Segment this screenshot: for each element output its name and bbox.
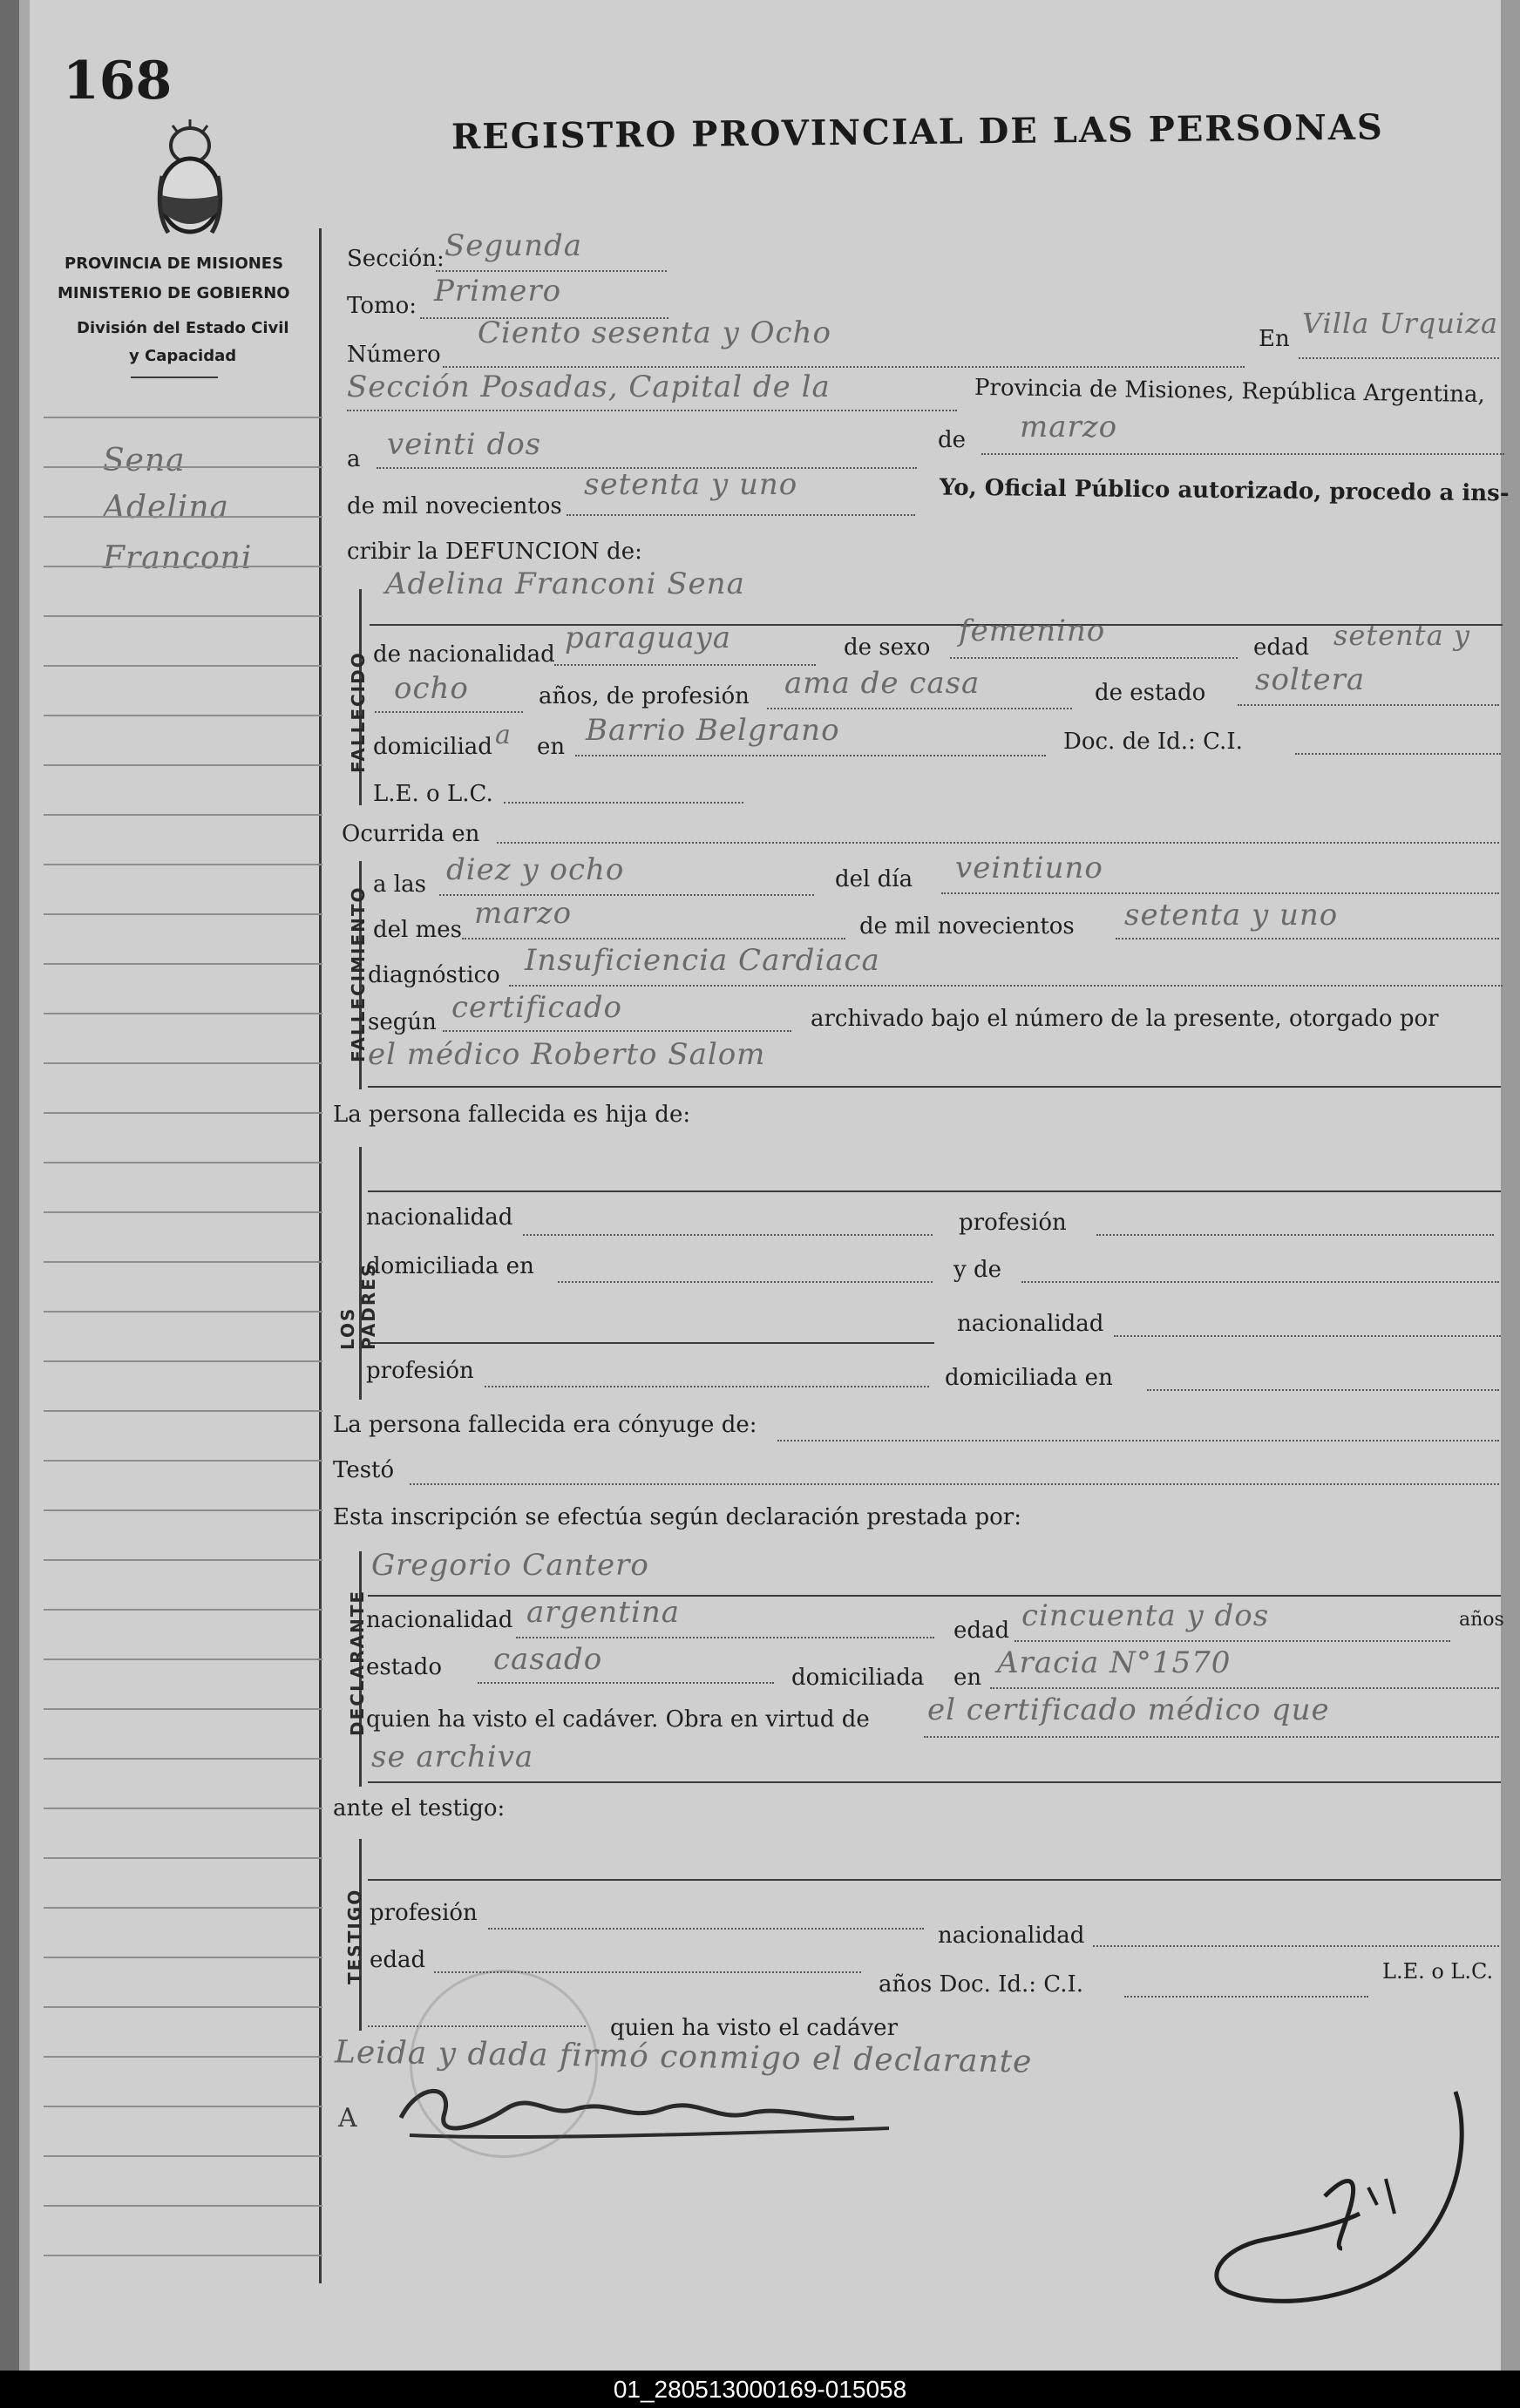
ledger-line: [44, 1957, 322, 1958]
testigo-anios-doc-label: años Doc. Id.: C.I.: [879, 1971, 1084, 1998]
seccion-label: Sección:: [347, 246, 444, 272]
madre-profesion-line: [485, 1386, 929, 1387]
edad-value-cont: ocho: [394, 671, 469, 706]
ledger-line: [44, 1658, 322, 1660]
domicilio-en: en: [537, 734, 566, 760]
y-de-line: [1021, 1281, 1499, 1283]
declarante-nacionalidad-value: argentina: [526, 1595, 681, 1630]
left-page-edge: [0, 0, 19, 2371]
ledger-line: [44, 1062, 322, 1064]
dia-value: veintiuno: [955, 851, 1103, 885]
profesion-value: ama de casa: [784, 666, 981, 701]
mes-line: [981, 453, 1504, 455]
ledger-line: [44, 913, 322, 915]
page-title: REGISTRO PROVINCIAL DE LAS PERSONAS: [451, 106, 1384, 158]
madre-name-line: [368, 1342, 934, 1344]
de-label: de: [938, 427, 967, 453]
mes-line-fall: [462, 938, 845, 939]
mes-value: marzo: [1020, 410, 1118, 444]
testo-line: [410, 1483, 1499, 1485]
edad-cont-line: [375, 711, 523, 713]
ledger-line: [44, 1013, 322, 1014]
closing-leida: Leida y dada firmó conmigo el declarante: [334, 2034, 1033, 2080]
en-line: [1299, 357, 1499, 359]
madre-profesion-label: profesión: [366, 1358, 474, 1384]
dia-line: [941, 892, 1499, 894]
anio-value-fall: setenta y uno: [1124, 898, 1339, 933]
estado-value: soltera: [1255, 662, 1366, 697]
margin-name-first: Adelina: [103, 490, 230, 526]
fallecido-name-line: [370, 624, 1503, 626]
hora-value: diez y ocho: [446, 852, 625, 887]
page-number: 168: [63, 51, 173, 112]
ledger-line: [44, 1211, 322, 1213]
testigo-profesion-label: profesión: [370, 1900, 478, 1926]
seccion2-line: [347, 410, 957, 411]
declarante-nacionalidad-label: nacionalidad: [366, 1607, 513, 1633]
doc-label: Doc. de Id.: C.I.: [1063, 729, 1243, 755]
sidebar-capacidad: y Capacidad: [129, 347, 237, 365]
padre-profesion-line: [1096, 1234, 1494, 1236]
padre-domiciliada-line: [558, 1281, 933, 1283]
mes-label: del mes: [373, 917, 462, 943]
domicilio-value: Barrio Belgrano: [586, 713, 840, 748]
madre-nacionalidad-label: nacionalidad: [957, 1311, 1104, 1337]
estado-line: [1238, 704, 1499, 706]
declarante-domiciliada-label: domiciliada: [791, 1665, 925, 1691]
ledger-line: [44, 1261, 322, 1263]
en-value: Villa Urquiza: [1302, 307, 1499, 340]
declarante-domicilio-value: Aracia N°1570: [997, 1645, 1232, 1680]
form-left-rule: [319, 228, 322, 2283]
ledger-line: [44, 1857, 322, 1859]
sidebar-underline: [131, 376, 218, 378]
ledger-line: [44, 2006, 322, 2008]
ledger-line: [44, 1708, 322, 1710]
ledger-line: [44, 1460, 322, 1462]
en-label: En: [1259, 326, 1290, 352]
segun-line: [443, 1030, 791, 1032]
edad-value: setenta y: [1333, 619, 1470, 652]
sidebar-province: PROVINCIA DE MISIONES: [64, 254, 284, 273]
testigo-nacionalidad-line: [1093, 1945, 1499, 1947]
ledger-line: [44, 715, 322, 716]
ledger-line: [44, 2255, 322, 2256]
ledger-line: [44, 1112, 322, 1114]
declarante-edad-line: [1014, 1640, 1450, 1642]
numero-value: Ciento sesenta y Ocho: [478, 315, 831, 350]
declarante-estado-line: [478, 1682, 774, 1684]
seccion-line: [436, 270, 667, 272]
declarante-section-label: DECLARANTE: [347, 1589, 368, 1736]
ledger-line: [44, 2155, 322, 2157]
profesion-line: [767, 708, 1072, 709]
sexo-value: femenino: [959, 614, 1106, 648]
anio-label-fall: de mil novecientos: [859, 913, 1075, 939]
numero-label: Número: [347, 342, 441, 368]
madre-domiciliada-line: [1147, 1389, 1499, 1391]
anio-line-fall: [1116, 938, 1499, 939]
mes-value-fall: marzo: [474, 896, 573, 931]
declarante-nacionalidad-line: [516, 1637, 934, 1638]
medico-line: [368, 1086, 1501, 1088]
ocurrida-label: Ocurrida en: [342, 821, 480, 847]
estado-label: de estado: [1095, 680, 1206, 706]
le-label: L.E. o L.C.: [373, 781, 493, 807]
testigo-le-label: L.E. o L.C.: [1382, 1959, 1494, 1984]
doc-line: [1295, 753, 1501, 755]
ledger-line: [44, 1808, 322, 1809]
padre-domiciliada-label: domiciliada en: [366, 1253, 534, 1279]
anios-label: años, de profesión: [539, 683, 750, 709]
ledger-line: [44, 1907, 322, 1909]
ledger-line: [44, 1559, 322, 1561]
ledger-line: [44, 516, 322, 518]
sidebar-ministry: MINISTERIO DE GOBIERNO: [58, 284, 290, 302]
inscripcion-text: Esta inscripción se efectúa según declaración prestada por:: [333, 1504, 1021, 1530]
anio-value: setenta y uno: [584, 467, 798, 502]
ledger-line: [44, 2106, 322, 2107]
a-value: veinti dos: [387, 427, 542, 462]
testigo-nacionalidad-label: nacionalidad: [938, 1923, 1085, 1949]
nacionalidad-line: [554, 664, 816, 666]
testigo-section-label: TESTIGO: [344, 1888, 365, 1984]
diagnostico-value: Insuficiencia Cardiaca: [525, 943, 880, 978]
testigo-profesion-line: [488, 1928, 924, 1930]
edad-label: edad: [1253, 634, 1310, 661]
segun-label: según: [368, 1009, 437, 1035]
conyuge-label: La persona fallecida era cónyuge de:: [333, 1412, 757, 1438]
testigo-doc-line: [1124, 1996, 1368, 1998]
ledger-line: [44, 2205, 322, 2207]
declarante-domicilio-line: [990, 1687, 1499, 1689]
testigo-name-line: [368, 1879, 1501, 1881]
ledger-line: [44, 1410, 322, 1412]
padre-nacionalidad-label: nacionalidad: [366, 1204, 513, 1231]
numero-line: [443, 366, 1245, 368]
diagnostico-label: diagnóstico: [368, 962, 500, 988]
ledger-line: [44, 1758, 322, 1760]
ledger-line: [44, 1609, 322, 1611]
y-de-label: y de: [953, 1257, 1001, 1283]
padre-nacionalidad-line: [523, 1234, 933, 1236]
testigo-edad-label: edad: [370, 1947, 426, 1973]
domicilio-label: domiciliad: [373, 734, 492, 760]
segun-value: certificado: [451, 990, 622, 1025]
ledger-line: [44, 864, 322, 865]
sexo-label: de sexo: [844, 634, 931, 661]
hija-text: La persona fallecida es hija de:: [333, 1102, 691, 1128]
fallecido-name: Adelina Franconi Sena: [385, 566, 745, 601]
official-signature: [1194, 2074, 1490, 2318]
anio-label: de mil novecientos: [347, 493, 562, 519]
domicilio-line: [575, 755, 1046, 756]
nacionalidad-value: paraguaya: [565, 621, 731, 655]
declarante-anios-label: años: [1459, 1609, 1504, 1631]
declarante-name: Gregorio Cantero: [371, 1548, 649, 1583]
ocurrida-line: [497, 842, 1499, 844]
padre-profesion-label: profesión: [959, 1210, 1067, 1236]
ledger-line: [44, 466, 322, 468]
margin-name-second: Franconi: [103, 540, 253, 576]
medico-value: el médico Roberto Salom: [368, 1037, 766, 1072]
le-line: [504, 802, 743, 804]
oficial-text: Yo, Oficial Público autorizado, procedo a ins-: [939, 474, 1510, 507]
declarante-obra-line2: [368, 1781, 1501, 1783]
declarante-obra-line: [924, 1736, 1499, 1738]
nacionalidad-label: de nacionalidad: [373, 641, 555, 668]
ledger-line: [44, 417, 322, 418]
ledger-line: [44, 1162, 322, 1163]
margin-name-surname: Sena: [103, 443, 186, 478]
testo-label: Testó: [333, 1457, 395, 1483]
declarante-edad-value: cincuenta y dos: [1021, 1598, 1270, 1633]
ledger-line: [44, 1509, 322, 1511]
declarante-en-label: en: [953, 1665, 982, 1691]
seccion-value: Segunda: [444, 228, 583, 263]
inscribir-text: cribir la DEFUNCION de:: [347, 539, 642, 565]
padres-section-label: LOS PADRES: [337, 1262, 379, 1350]
file-id-footer: 01_280513000169-015058: [0, 2371, 1520, 2408]
madre-domiciliada-label: domiciliada en: [945, 1365, 1113, 1391]
padre-name-line: [368, 1190, 1501, 1192]
anio-line: [567, 514, 915, 516]
ante-testigo-text: ante el testigo:: [333, 1795, 506, 1821]
right-page-edge: [1501, 0, 1520, 2371]
a-label: a: [347, 446, 361, 472]
sidebar-division: División del Estado Civil: [77, 319, 289, 337]
tomo-value: Primero: [434, 274, 562, 309]
hora-label: a las: [373, 872, 426, 898]
svg-text:A: A: [338, 2103, 357, 2133]
fallecido-section-label: FALLECIDO: [348, 651, 369, 773]
conyuge-line: [777, 1440, 1499, 1441]
madre-nacionalidad-line: [1114, 1335, 1501, 1337]
ledger-line: [44, 2056, 322, 2058]
coat-of-arms-icon: [146, 115, 234, 246]
binding-strip: [19, 0, 30, 2371]
faint-stamp: [410, 1970, 598, 2158]
fallecimiento-section-label: FALLECIMIENTO: [348, 885, 369, 1062]
seccion2-value: Sección Posadas, Capital de la: [347, 370, 831, 404]
declarante-estado-value: casado: [493, 1642, 603, 1677]
ledger-line: [44, 566, 322, 567]
declarante-estado-label: estado: [366, 1654, 442, 1680]
ledger-line: [44, 1360, 322, 1362]
diagnostico-line: [509, 985, 1503, 987]
ledger-line: [44, 1311, 322, 1313]
ledger-line: [44, 615, 322, 617]
declarante-visto-text: quien ha visto el cadáver. Obra en virtud de: [366, 1706, 870, 1733]
archivado-text: archivado bajo el número de la presente, otorgado por: [811, 1006, 1439, 1032]
tomo-label: Tomo:: [347, 293, 417, 319]
ledger-line: [44, 764, 322, 766]
declarante-edad-label: edad: [953, 1618, 1010, 1644]
ledger-line: [44, 963, 322, 965]
ledger-line: [44, 814, 322, 816]
ledger-line: [44, 665, 322, 667]
declarante-obra-value: el certificado médico que: [927, 1692, 1330, 1727]
dia-label: del día: [835, 866, 913, 892]
declarante-obra-value2: se archiva: [371, 1740, 534, 1774]
domicilio-suffix: a: [495, 720, 512, 750]
sexo-line: [950, 657, 1238, 659]
provincia-text: Provincia de Misiones, República Argentina,: [974, 374, 1485, 409]
testigo-visto-text: quien ha visto el cadáver: [610, 2015, 899, 2041]
